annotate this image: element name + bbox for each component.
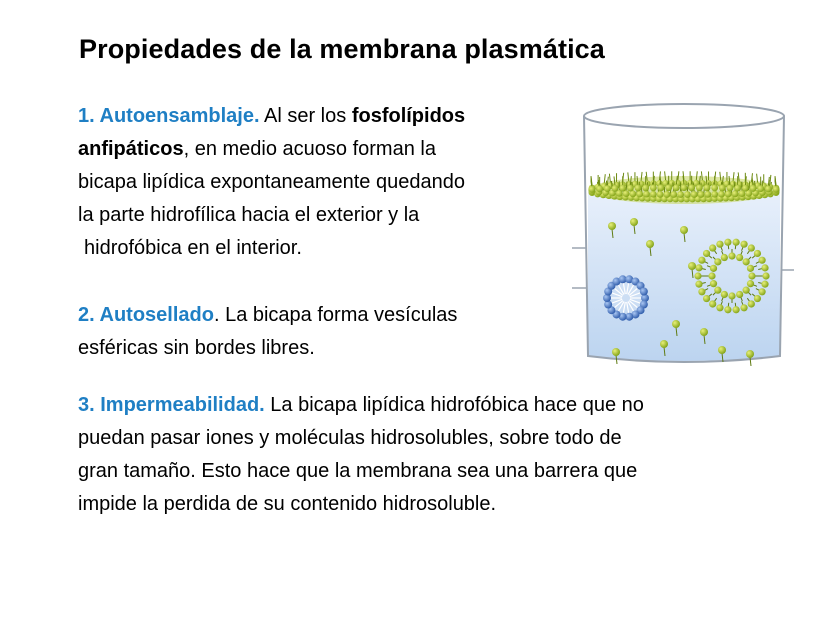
vesicle-head	[748, 272, 755, 279]
vesicle-head	[743, 258, 750, 265]
lipid-head	[711, 191, 718, 198]
p3-line-2: puedan pasar iones y moléculas hidrosolubles, sobre todo de	[78, 427, 622, 449]
p1-line-4: la parte hidrofílica hacia el exterior y la	[78, 204, 420, 226]
lipid-head	[681, 184, 688, 191]
p1-line-2-text: , en medio acuoso forman la	[183, 138, 436, 160]
vesicle-head	[698, 257, 705, 264]
vesicle-head	[728, 252, 735, 259]
free-lipid-head	[630, 218, 638, 226]
vesicle-head	[703, 250, 710, 257]
paragraph-autosellado	[78, 299, 457, 365]
free-lipid-head	[746, 350, 754, 358]
vesicle-head	[714, 258, 721, 265]
vesicle-head	[714, 287, 721, 294]
free-lipid-head	[660, 340, 668, 348]
vesicle-head	[740, 304, 747, 311]
free-lipid-head	[680, 226, 688, 234]
lipid-head	[673, 184, 680, 191]
free-lipid-head	[672, 320, 680, 328]
p1-heading: Autoensamblaje.	[99, 105, 260, 127]
p1-number: 1.	[78, 105, 100, 127]
lipid-tail	[604, 174, 605, 183]
lipid-head	[718, 191, 725, 198]
p3-line-1	[78, 389, 644, 422]
micelle-head	[640, 288, 648, 296]
free-lipid-head	[700, 328, 708, 336]
paragraph-impermeabilidad	[78, 389, 644, 521]
lipid-head	[665, 184, 672, 191]
free-lipid-head	[646, 240, 654, 248]
p1-line-1-text: Al ser los	[259, 105, 352, 127]
lipid-head	[704, 191, 711, 198]
free-lipid-head	[688, 262, 696, 270]
lipid-head	[698, 191, 705, 198]
lipid-head	[612, 185, 619, 192]
vesicle-head	[740, 241, 747, 248]
vesicle-head	[759, 288, 766, 295]
lipid-head	[619, 185, 626, 192]
vesicle-head	[743, 287, 750, 294]
vesicle-head	[732, 306, 739, 313]
vesicle-head	[754, 295, 761, 302]
p2-heading: 2. Autosellado	[78, 304, 214, 326]
vesicle-head	[761, 264, 768, 271]
lipid-head	[650, 184, 657, 191]
lipid-head	[604, 185, 611, 192]
lipid-head	[684, 191, 691, 198]
vesicle-head	[708, 272, 715, 279]
p1-line-5: hidrofóbica en el interior.	[84, 237, 302, 259]
vesicle-head	[728, 292, 735, 299]
vesicle-head	[694, 272, 701, 279]
p3-heading: 3. Impermeabilidad.	[78, 394, 265, 416]
lipid-head	[719, 185, 726, 192]
lipid-head	[642, 185, 649, 192]
vesicle-head	[695, 264, 702, 271]
lipid-head	[691, 191, 698, 198]
lipid-head	[664, 191, 671, 198]
lipid-head	[704, 184, 711, 191]
lipid-head	[757, 185, 764, 192]
lipid-head	[750, 185, 757, 192]
lipid-head	[742, 185, 749, 192]
beaker-illustration	[572, 98, 796, 366]
p1-line-3: bicapa lipídica expontaneamente quedando	[78, 171, 465, 193]
vesicle-head	[709, 300, 716, 307]
lipid-head	[734, 185, 741, 192]
vesicle-head	[721, 291, 728, 298]
free-lipid-head	[608, 222, 616, 230]
vesicle-head	[736, 254, 743, 261]
lipid-head	[657, 191, 664, 198]
vesicle-head	[716, 241, 723, 248]
vesicle-head	[762, 272, 769, 279]
lipid-head	[627, 185, 634, 192]
vesicle-head	[748, 300, 755, 307]
vesicle-head	[732, 239, 739, 246]
lipid-head	[677, 191, 684, 198]
lipid-head	[711, 184, 718, 191]
p1-bold-fosfolipidos: fosfolípidos	[351, 105, 466, 127]
vesicle-head	[724, 239, 731, 246]
lipid-head	[650, 191, 657, 198]
p3-line-3: gran tamaño. Esto hace que la membrana sea una barrera que	[78, 460, 638, 482]
free-lipid-head	[612, 348, 620, 356]
free-lipid-head	[718, 346, 726, 354]
vesicle-head	[748, 244, 755, 251]
vesicle-head	[754, 250, 761, 257]
paragraph-autoensamblaje	[78, 100, 465, 265]
vesicle-head	[716, 304, 723, 311]
slide-title: Propiedades de la membrana plasmática	[79, 34, 605, 64]
vesicle-head	[709, 244, 716, 251]
lipid-head	[773, 186, 780, 193]
lipid-head	[765, 186, 772, 193]
beaker-rim	[584, 104, 784, 128]
vesicle-head	[698, 288, 705, 295]
vesicle-head	[724, 306, 731, 313]
vesicle-head	[759, 257, 766, 264]
lipid-head	[636, 191, 643, 198]
p3-line-4: impide la perdida de su contenido hidrosoluble.	[78, 493, 497, 515]
vesicle-head	[736, 291, 743, 298]
vesicle-head	[710, 280, 717, 287]
lipid-head	[596, 186, 603, 193]
vesicle-head	[710, 265, 717, 272]
vesicle-head	[703, 295, 710, 302]
vesicle-head	[761, 281, 768, 288]
p1-bold-anfipaticos: anfipáticos	[78, 138, 184, 160]
vesicle-head	[695, 281, 702, 288]
p2-line-1-text: . La bicapa forma vesículas	[213, 304, 458, 326]
lipid-head	[589, 186, 596, 193]
p2-line-1	[78, 299, 457, 332]
lipid-head	[696, 184, 703, 191]
p2-line-2: esféricas sin bordes libres.	[78, 337, 315, 359]
lipid-head	[688, 184, 695, 191]
p1-line-2	[78, 133, 465, 166]
vesicle-head	[721, 254, 728, 261]
vesicle-head	[747, 280, 754, 287]
lipid-head	[643, 191, 650, 198]
lipid-head	[658, 184, 665, 191]
lipid-head	[635, 185, 642, 192]
lipid-head	[727, 185, 734, 192]
vesicle-head	[747, 265, 754, 272]
p3-line-1-text: La bicapa lipídica hidrofóbica hace que no	[264, 394, 644, 416]
lipid-surface-layer	[588, 171, 780, 204]
lipid-head	[725, 191, 732, 198]
lipid-head	[670, 191, 677, 198]
p1-line-1	[78, 100, 465, 133]
